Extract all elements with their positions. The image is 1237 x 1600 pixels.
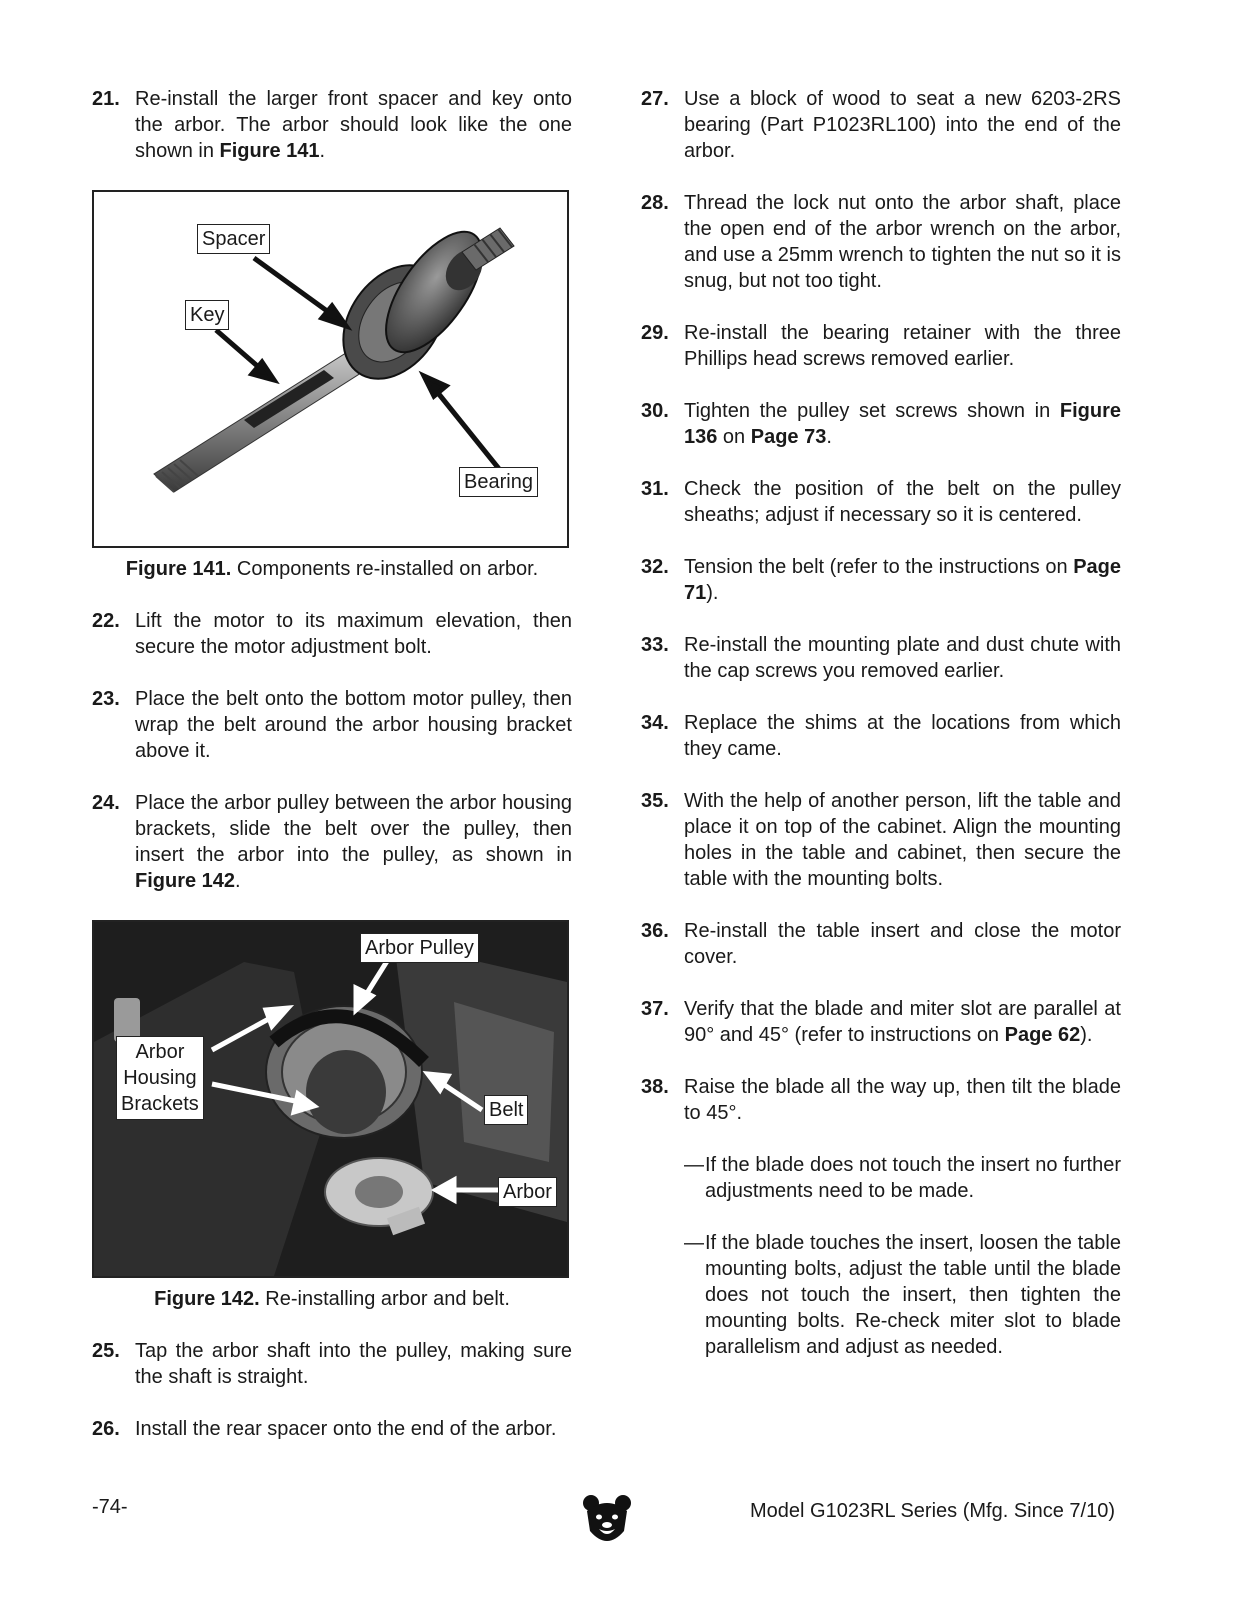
- callout-bearing: Bearing: [459, 467, 538, 497]
- step-21: [92, 86, 572, 164]
- step-30: [641, 398, 1121, 450]
- step-number: 25.: [92, 1340, 120, 1362]
- step-number: 23.: [92, 688, 120, 710]
- right-column: [641, 86, 1121, 1386]
- figure-141: [92, 190, 569, 548]
- step-text: Check the position of the belt on the pulley sheaths; adjust if necessary so it is centered.: [684, 478, 1121, 526]
- step-text: Re-install the table insert and close the motor cover.: [684, 920, 1121, 968]
- callout-line: Brackets: [121, 1093, 199, 1115]
- callout-arbor: Arbor: [498, 1177, 557, 1207]
- bear-head-logo-icon: [582, 1493, 632, 1552]
- step-number: 34.: [641, 712, 669, 734]
- step-text-end: .: [319, 140, 326, 162]
- step-number: 21.: [92, 88, 120, 110]
- step-26: [92, 1416, 572, 1442]
- figure-142: [92, 920, 569, 1278]
- step-number: 38.: [641, 1076, 669, 1098]
- callout-arbor-pulley: Arbor Pulley: [360, 933, 479, 963]
- callout-line: Arbor: [135, 1041, 185, 1063]
- step-text: Re-install the mounting plate and dust chute with the cap screws you removed earlier.: [684, 634, 1121, 682]
- callout-line: Housing: [123, 1067, 197, 1089]
- step-38-outcome-no-touch: [641, 1152, 1121, 1204]
- page-number: -74-: [92, 1496, 128, 1518]
- step-text-mid: on: [717, 426, 751, 448]
- model-series-label: Model G1023RL Series (Mfg. Since 7/10): [750, 1500, 1115, 1522]
- step-text: Place the belt onto the bottom motor pulley, then wrap the belt around the arbor housing bracket above it.: [135, 688, 572, 762]
- caption-label: Figure 141.: [125, 558, 232, 580]
- left-column: [92, 86, 572, 1468]
- callout-arbor-housing-brackets: [116, 1036, 204, 1120]
- step-number: 24.: [92, 792, 120, 814]
- step-number: 30.: [641, 400, 669, 422]
- outcome-text: If the blade touches the insert, loosen the table mounting bolts, adjust the table until the blade does not touch the insert, then tighten the mounting bolts. Re-check miter slot to blade parallelism and adjust as needed.: [705, 1232, 1121, 1358]
- step-37: [641, 996, 1121, 1048]
- step-25: [92, 1338, 572, 1390]
- step-number: 29.: [641, 322, 669, 344]
- step-text: Replace the shims at the locations from which they came.: [684, 712, 1121, 760]
- step-34: [641, 710, 1121, 762]
- step-text: Thread the lock nut onto the arbor shaft, place the open end of the arbor wrench on the arbor, and use a 25mm wrench to tighten the nut so it is snug, but not too tight.: [684, 192, 1121, 292]
- step-number: 32.: [641, 556, 669, 578]
- caption-text: Components re-installed on arbor.: [231, 558, 539, 580]
- step-text: Raise the blade all the way up, then tilt the blade to 45°.: [684, 1076, 1121, 1124]
- step-38-outcome-touch: [641, 1230, 1121, 1360]
- step-36: [641, 918, 1121, 970]
- step-text: Install the rear spacer onto the end of the arbor.: [135, 1418, 557, 1440]
- step-text: With the help of another person, lift the table and place it on top of the cabinet. Align the mounting holes in the table and cabinet, then secure the table with the mounting bolts.: [684, 790, 1121, 890]
- step-29: [641, 320, 1121, 372]
- step-22: [92, 608, 572, 660]
- figure-142-caption: [92, 1286, 572, 1312]
- callout-key: Key: [185, 300, 229, 330]
- step-27: [641, 86, 1121, 164]
- step-number: 35.: [641, 790, 669, 812]
- step-text: Place the arbor pulley between the arbor housing brackets, slide the belt over the pulley, then insert the arbor into the pulley, as shown in: [135, 792, 572, 866]
- step-number: 26.: [92, 1418, 120, 1440]
- step-number: 28.: [641, 192, 669, 214]
- step-text: Verify that the blade and miter slot are parallel at 90° and 45° (refer to instructions on: [684, 998, 1121, 1046]
- figure-141-caption: [92, 556, 572, 582]
- step-23: [92, 686, 572, 764]
- dash-marker: —: [684, 1232, 704, 1254]
- step-31: [641, 476, 1121, 528]
- step-number: 37.: [641, 998, 669, 1020]
- step-number: 22.: [92, 610, 120, 632]
- step-number: 31.: [641, 478, 669, 500]
- callout-spacer: Spacer: [197, 224, 270, 254]
- step-38: [641, 1074, 1121, 1126]
- step-32: [641, 554, 1121, 606]
- caption-text: Re-installing arbor and belt.: [259, 1288, 510, 1310]
- page-reference: Page 62: [1004, 1024, 1081, 1046]
- outcome-text: If the blade does not touch the insert no further adjustments need to be made.: [705, 1154, 1121, 1202]
- figure-reference: Figure 136: [684, 400, 1121, 448]
- step-number: 33.: [641, 634, 669, 656]
- step-text-end: ).: [1080, 1024, 1093, 1046]
- step-text-end: .: [826, 426, 832, 448]
- figure-reference: Figure 141: [219, 140, 320, 162]
- step-text: Lift the motor to its maximum elevation, then secure the motor adjustment bolt.: [135, 610, 572, 658]
- step-number: 27.: [641, 88, 669, 110]
- step-text-end: .: [235, 870, 241, 892]
- step-text: Use a block of wood to seat a new 6203-2RS bearing (Part P1023RL100) into the end of the arbor.: [684, 88, 1121, 162]
- figure-reference: Figure 142: [135, 870, 236, 892]
- step-text: Re-install the larger front spacer and key onto the arbor. The arbor should look like the one shown in: [135, 88, 572, 162]
- callout-belt: Belt: [484, 1095, 528, 1125]
- step-text: Tap the arbor shaft into the pulley, making sure the shaft is straight.: [135, 1340, 572, 1388]
- step-35: [641, 788, 1121, 892]
- step-28: [641, 190, 1121, 294]
- page-reference: Page 73: [750, 426, 827, 448]
- step-text-end: ).: [706, 582, 719, 604]
- step-24: [92, 790, 572, 894]
- step-text: Re-install the bearing retainer with the three Phillips head screws removed earlier.: [684, 322, 1121, 370]
- caption-label: Figure 142.: [154, 1288, 260, 1310]
- page-reference: Page 71: [684, 556, 1121, 604]
- step-text: Tighten the pulley set screws shown in: [684, 400, 1060, 422]
- step-text: Tension the belt (refer to the instructions on: [684, 556, 1074, 578]
- dash-marker: —: [684, 1154, 704, 1176]
- step-number: 36.: [641, 920, 669, 942]
- step-33: [641, 632, 1121, 684]
